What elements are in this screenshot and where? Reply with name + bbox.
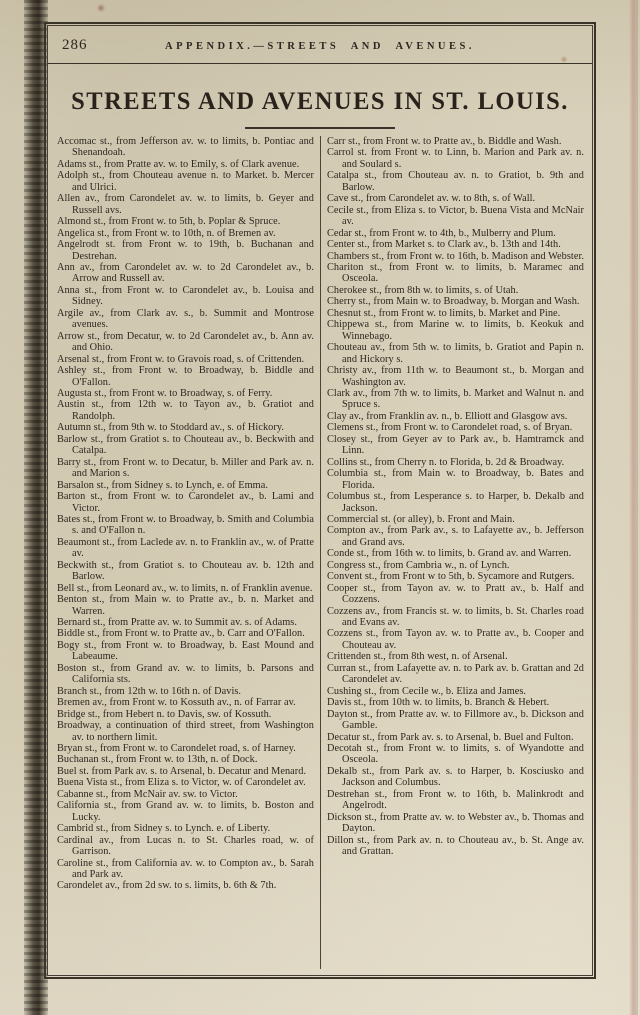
street-entry: Curran st., from Lafayette av. n. to Park av. b. Grattan and 2d Carondelet av. — [327, 662, 584, 686]
street-entry: Barsalon st., from Sidney s. to Lynch, e. of Emma. — [57, 479, 268, 491]
street-entry: Dayton st., from Pratte av. w. to Fillmore av., b. Dickson and Gamble. — [327, 708, 584, 732]
street-entry: Christy av., from 11th w. to Beaumont st., b. Morgan and Washington av. — [327, 365, 584, 388]
street-entry: Commercial st. (or alley), b. Front and Main. — [327, 513, 515, 525]
street-entry: Carondelet av., from 2d sw. to s. limits, b. 6th & 7th. — [57, 880, 277, 892]
street-entry: Barlow st., from Gratiot s. to Chouteau av., b. Beckwith and Catalpa. — [57, 433, 314, 457]
street-entry: Columbia st., from Main w. to Broadway, b. Bates and Florida. — [327, 468, 584, 491]
street-entry: Bridge st., from Hebert n. to Davis, sw. of Kossuth. — [57, 708, 272, 720]
street-entry: Bernard st., from Pratte av. w. to Summit av. s. of Adams. — [57, 617, 297, 629]
street-entry: Conde st., from 16th w. to limits, b. Grand av. and Warren. — [327, 548, 572, 560]
street-entry: Cardinal av., from Lucas n. to St. Charles road, w. of Garrison. — [57, 834, 314, 858]
street-entry: Chippewa st., from Marine w. to limits, b. Keokuk and Winnebago. — [327, 319, 584, 342]
street-entry: Catalpa st., from Chouteau av. n. to Gratiot, b. 9th and Barlow. — [327, 170, 584, 193]
street-entry: Allen av., from Carondelet av. w. to limits, b. Geyer and Russell avs. — [57, 193, 314, 216]
street-entry: Almond st., from Front w. to 5th, b. Poplar & Spruce. — [57, 216, 281, 228]
street-entry: Dekalb st., from Park av. s. to Harper, b. Kosciusko and Jackson and Columbus. — [327, 765, 584, 789]
street-entry: Cambrid st., from Sidney s. to Lynch. e. of Liberty. — [57, 823, 271, 835]
street-entry: Convent st., from Front w to 5th, b. Sycamore and Rutgers. — [327, 571, 575, 583]
street-entry: Cedar st., from Front w. to 4th, b., Mulberry and Plum. — [327, 227, 556, 239]
street-entry: Buena Vista st., from Eliza s. to Victor, w. of Carondelet av. — [57, 777, 306, 789]
column-divider — [320, 136, 321, 969]
street-entry: Carr st., from Front w. to Pratte av., b. Biddle and Wash. — [327, 136, 562, 147]
street-entry: Buel st. from Park av. s. to Arsenal, b. Decatur and Menard. — [57, 765, 307, 777]
street-entry: Cherokee st., from 8th w. to limits, s. of Utah. — [327, 284, 519, 296]
street-entry: Beaumont st., from Laclede av. n. to Franklin av., w. of Pratte av. — [57, 536, 314, 560]
street-entry: Chesnut st., from Front w. to limits, b. Market and Pine. — [327, 307, 561, 319]
street-entry: Ann av., from Carondelet av. w. to 2d Carondelet av., b. Arrow and Russell av. — [57, 261, 314, 285]
street-entry: Chambers st., from Front w. to 16th, b. Madison and Webster. — [327, 250, 584, 262]
street-entry: Cherry st., from Main w. to Broadway, b. Morgan and Wash. — [327, 296, 580, 308]
street-entry: Adolph st., from Chouteau avenue n. to Market. b. Mercer and Ulrici. — [57, 170, 314, 193]
paper-stain — [96, 4, 106, 12]
page-edge — [629, 0, 638, 1015]
street-list-column-left — [57, 136, 314, 969]
street-entry: Columbus st., from Lesperance s. to Harper, b. Dekalb and Jackson. — [327, 491, 584, 514]
street-entry: Cabanne st., from McNair av. sw. to Victor. — [57, 788, 238, 800]
page-border-frame — [44, 22, 596, 979]
street-entry: Cave st., from Carondelet av. w. to 8th, s. of Wall. — [327, 193, 536, 205]
street-entry: Anna st., from Front w. to Carondelet av., b. Louisa and Sidney. — [57, 284, 314, 308]
street-entry: Angelica st., from Front w. to 10th, n. of Bremen av. — [57, 227, 276, 239]
street-entry: Dickson st., from Pratte av. w. to Webster av., b. Thomas and Dayton. — [327, 811, 584, 835]
street-entry: Collins st., from Cherry n. to Florida, b. 2d & Broadway. — [327, 456, 565, 468]
street-entry: California st., from Grand av. w. to limits, b. Boston and Lucky. — [57, 800, 314, 823]
street-entry: Congress st., from Cambria w., n. of Lynch. — [327, 559, 510, 571]
street-entry: Bates st., from Front w. to Broadway, b. Smith and Columbia s. and O'Fallon n. — [57, 513, 314, 537]
page-border-frame-inner — [47, 25, 593, 976]
street-entry: Cozzens st., from Tayon av. w. to Pratte av., b. Cooper and Chouteau av. — [327, 628, 584, 651]
street-entry: Decotah st., from Front w. to limits, s. of Wyandotte and Osceola. — [327, 743, 584, 766]
street-entry: Cooper st., from Tayon av. w. to Pratt av., b. Half and Cozzens. — [327, 582, 584, 606]
street-entry: Chouteau av., from 5th w. to limits, b. Gratiot and Papin n. and Hickory s. — [327, 342, 584, 365]
street-entry: Beckwith st., from Gratiot s. to Chouteau av. b. 12th and Barlow. — [57, 559, 314, 583]
page-title: STREETS AND AVENUES IN ST. LOUIS. — [71, 88, 569, 115]
street-entry: Cozzens av., from Francis st. w. to limits, b. St. Charles road and Evans av. — [327, 605, 584, 629]
street-entry: Accomac st., from Jefferson av. w. to limits, b. Pontiac and Shenandoah. — [57, 136, 314, 159]
street-entry: Arsenal st., from Front w. to Gravois road, s. of Crittenden. — [57, 353, 305, 365]
street-entry: Decatur st., from Park av. s. to Arsenal, b. Buel and Fulton. — [327, 731, 574, 743]
street-entry: Barry st., from Front w. to Decatur, b. Miller and Park av. n. and Marion s. — [57, 456, 314, 480]
street-entry: Biddle st., from Front w. to Pratte av., b. Carr and O'Fallon. — [57, 628, 305, 640]
running-head-title: APPENDIX.—STREETS AND AVENUES. — [165, 41, 475, 52]
street-entry: Destrehan st., from Front w. to 16th, b. Malinkrodt and Angelrodt. — [327, 788, 584, 812]
street-entry: Closey st., from Geyer av to Park av., b. Hamtramck and Linn. — [327, 433, 584, 457]
street-entry: Arrow st., from Decatur, w. to 2d Carondelet av., b. Ann av. and Ohio. — [57, 330, 314, 354]
street-entry: Clemens st., from Front w. to Carondelet road, s. of Bryan. — [327, 422, 573, 434]
title-rule — [245, 127, 395, 129]
street-entry: Adams st., from Pratte av. w. to Emily, s. of Clark avenue. — [57, 158, 300, 170]
street-entry: Augusta st., from Front w. to Broadway, s. of Ferry. — [57, 387, 273, 399]
street-entry: Crittenden st., from 8th west, n. of Arsenal. — [327, 651, 508, 663]
street-entry: Center st., from Market s. to Clark av., b. 13th and 14th. — [327, 239, 561, 251]
street-entry: Austin st., from 12th w. to Tayon av., b. Gratiot and Randolph. — [57, 399, 314, 422]
street-list-column-right — [327, 136, 584, 969]
street-entry: Dillon st., from Park av. n. to Chouteau av., b. St. Ange av. and Grattan. — [327, 834, 584, 858]
street-entry: Clay av., from Franklin av. n., b. Elliott and Glasgow avs. — [327, 410, 568, 422]
street-entry: Angelrodt st. from Front w. to 19th, b. Buchanan and Destrehan. — [57, 239, 314, 262]
street-entry: Davis st., from 10th w. to limits, b. Branch & Hebert. — [327, 697, 550, 709]
page-number: 286 — [62, 37, 88, 53]
street-entry: Ashley st., from Front w. to Broadway, b. Biddle and O'Fallon. — [57, 365, 314, 388]
street-entry: Bogy st., from Front w. to Broadway, b. East Mound and Labeaume. — [57, 639, 314, 663]
title-block — [48, 64, 592, 133]
street-entry: Autumn st., from 9th w. to Stoddard av., s. of Hickory. — [57, 422, 284, 434]
street-entry: Benton st., from Main w. to Pratte av., b. n. Market and Warren. — [57, 594, 314, 617]
street-entry: Carrol st. from Front w. to Linn, b. Marion and Park av. n. and Soulard s. — [327, 147, 584, 170]
street-entry: Branch st., from 12th w. to 16th n. of Davis. — [57, 685, 242, 697]
street-list — [48, 133, 592, 975]
street-entry: Broadway, a continuation of third street, from Washington av. to northern limit. — [57, 720, 314, 743]
street-entry: Barton st., from Front w. to Carondelet av., b. Lami and Victor. — [57, 491, 314, 514]
street-entry: Bryan st., from Front w. to Carondelet road, s. of Harney. — [57, 743, 296, 755]
street-entry: Cecile st., from Eliza s. to Victor, b. Buena Vista and McNair av. — [327, 204, 584, 228]
street-entry: Bremen av., from Front w. to Kossuth av., n. of Farrar av. — [57, 697, 296, 709]
street-entry: Chariton st., from Front w. to limits, b. Maramec and Osceola. — [327, 261, 584, 285]
street-entry: Cushing st., from Cecile w., b. Eliza and James. — [327, 685, 527, 697]
street-entry: Buchanan st., from Front w. to 13th, n. of Dock. — [57, 754, 258, 766]
street-entry: Argile av., from Clark av. s., b. Summit and Montrose avenues. — [57, 307, 314, 331]
street-entry: Boston st., from Grand av. w. to limits, b. Parsons and California sts. — [57, 662, 314, 686]
street-entry: Caroline st., from California av. w. to Compton av., b. Sarah and Park av. — [57, 857, 314, 880]
running-header — [48, 26, 592, 64]
street-entry: Clark av., from 7th w. to limits, b. Market and Walnut n. and Spruce s. — [327, 387, 584, 411]
street-entry: Compton av., from Park av., s. to Lafayette av., b. Jefferson and Grand avs. — [327, 525, 584, 548]
street-entry: Bell st., from Leonard av., w. to limits, n. of Franklin avenue. — [57, 582, 313, 594]
